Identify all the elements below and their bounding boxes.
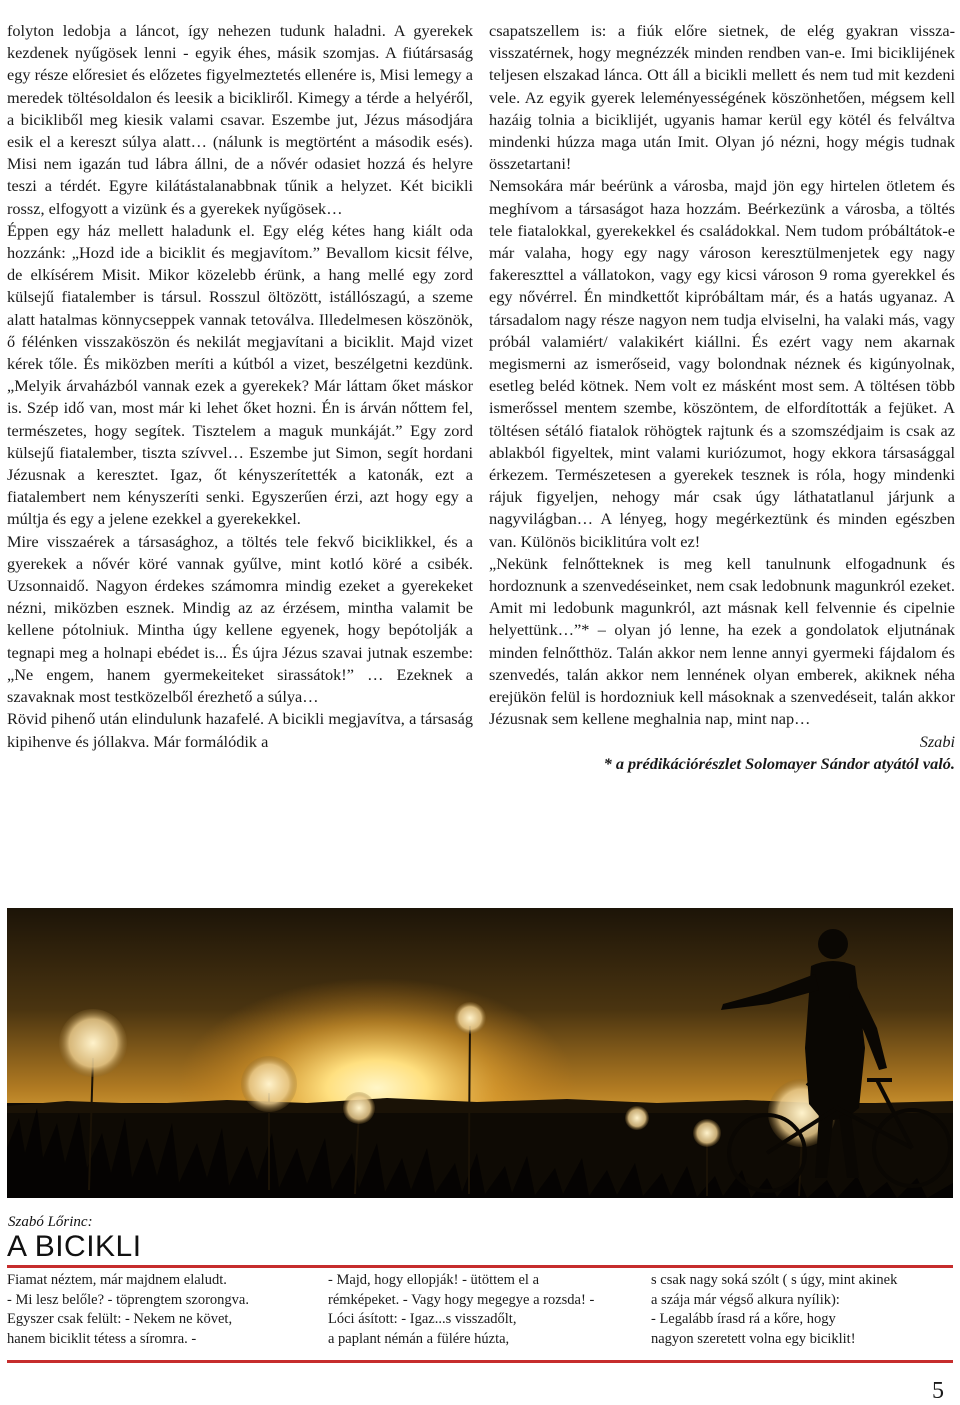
poem-line: nagyon szeretett volna egy biciklit! <box>651 1330 856 1347</box>
poem-author: Szabó Lőrinc: <box>8 1214 93 1230</box>
page-number: 5 <box>932 1378 944 1404</box>
poem-top-rule <box>7 1265 953 1268</box>
article-paragraph: Éppen egy ház mellett haladunk el. Egy elég kétes hang kiált oda hozzánk: „Hozd ide a biciklit és megjavítom.” Bevallom kicsit félve, de elkísérem Misit. Mikor közelebb érünk, a hang mellé egy zord külsejű fiatalember is társul. Rosszul öltözött, istállószagú, a szeme alatt hatalmas könnycseppek vannak tetoválva. Illedelmesen köszönök, ő félénken visszaköszön és nekilát megjavítani a biciklit. Majd vizet kérek tőle. És miközben meríti a kútból a vizet, beszélgetni kezdünk. „Melyik árvaházból vannak ezek a gyerekek? Már láttam őket máskor is. Szép idő van, most már ki lehet őket hozni. Én is árván nőttem fel, természetes, hogy segítek. Tisztelem a maguk munkáját.” Egy zord külsejű fiatalember, tiszta szívvel… Eszembe jut Simon, segít hordani Jézusnak a keresztet. Igaz, őt kényszerítették a katonák, ezt a fiatalembert nem kényszeríti senki. Egyszerűen érzi, azt hogy egy a múltja és egy a jelene ezekkel a gyerekekkel. <box>7 220 473 529</box>
poem-line: - Legalább írasd rá a kőre, hogy <box>651 1311 836 1327</box>
article-footnote: * a prédikációrészlet Solomayer Sándor atyától való. <box>603 753 955 773</box>
poem-stanza <box>328 1271 594 1349</box>
sunset-dandelion-photo <box>7 908 953 1198</box>
poem-line: s csak nagy soká szólt ( s úgy, mint akinek <box>651 1272 898 1288</box>
article-paragraph: folyton ledobja a láncot, így nehezen tudunk haladni. A gyerekek kezdenek nyűgösek lenni - egyik éhes, másik szomjas. A fiútársaság egy része előresiet és előzetes figyelmeztetés ellenére is, Misi lemegy a meredek töltésoldalon és leesik a bicikliről. Kimegy a térde a helyéről, a bicikliből meg kiesik valami csavar. Eszembe jut, Jézus másodjára esik el a kereszt súlya alatt… (nálunk is megtörtént a második esés). Misi nem igazán tud lábra állni, de a nővér odasiet hozzá és helyre teszi a térdét. Egyre kilátástalanabbnak tűnik a helyzet. Két bicikli rossz, elfogyott a vizünk és a gyerekek nyűgösek… <box>7 21 473 218</box>
poem-line: - Majd, hogy ellopják! - ütöttem el a <box>328 1272 540 1288</box>
poem-stanza <box>7 1271 249 1349</box>
poem-line: - Mi lesz belőle? - töprengtem szorongva. <box>7 1291 249 1308</box>
poem-title: A BICIKLI <box>7 1230 142 1263</box>
poem-stanza <box>651 1271 897 1349</box>
article-column-right <box>489 20 955 775</box>
article-paragraph: „Nekünk felnőtteknek is meg kell tanulnunk elfogadnunk és hordoznunk a szenvedéseinket, nem csak ledobnunk magunkról ezeket. Amit mi ledobunk magunkról, azt másnak kell felvennie és cipelnie helyettünk…”* – olyan jó lenne, ha ezek a gondolatok eljutnának minden felnőtthöz. Talán akkor nem lenne annyi gyermeki fájdalom és szenvedés, talán akkor nem lennének olyan emberek, akiknek néha erejükön felül is hordozniuk kell másoknak a szenvedéseit, talán akkor Jézusnak sem kellene meghalnia nap, mint nap… <box>489 553 955 729</box>
article-paragraph: csapatszellem is: a fiúk előre sietnek, de elég gyakran vissza-visszatérnek, hogy megnézzék minden rendben van-e. Imi biciklijének teljesen elszakad lánca. Ott áll a bicikli mellett és nem tud mit kezdeni vele. Az egyik gyerek leleményességének köszönhetően, mégsem kell hazáig tolnia a biciklijét, ugyanis hamar kerül egy kötél és felváltva mindenki húzza maga után Imit. Olyan jó nézni, hogy mégis tudnak összetartani! <box>489 21 955 174</box>
article-column-left <box>7 20 473 753</box>
poem-line: Fiamat néztem, már majdnem elaludt. <box>7 1272 227 1288</box>
article-signature: Szabi <box>919 731 955 751</box>
poem-line: Lóci ásított: - Igaz...s visszadőlt, <box>328 1311 517 1327</box>
poem-line: hanem biciklit tétess a síromra. - <box>7 1330 197 1347</box>
article-paragraph: Rövid pihenő után elindulunk hazafelé. A bicikli megjavítva, a társaság kipihenve és jóllakva. Már formálódik a <box>7 709 473 751</box>
poem-bottom-rule <box>7 1360 953 1363</box>
article-paragraph: Mire visszaérek a társasághoz, a töltés tele fekvő biciklikkel, és a gyerekek a nővér köré vannak gyűlve, mint kotló köré a csibék. Uzsonnaidő. Nagyon érdekes számomra mindig ezeket a gyerekeket nézni, miközben esznek. Mindig az az érzésem, mintha valamit be kellene pótolniuk. Mintha úgy kellene egyenek, hogy bepótolják a tegnapi meg a holnapi ebédet is... És újra Jézus szavai jutnak eszembe: „Ne engem, hanem gyermekeiteket sirassátok!” … Ezeknek a szavaknak most testközelből érezhető a súlya… <box>7 531 473 707</box>
poem-line: rémképeket. - Vagy hogy megegye a rozsda! - <box>328 1291 595 1308</box>
poem-line: Egyszer csak felült: - Nekem ne követ, <box>7 1311 233 1327</box>
article-paragraph: Nemsokára már beérünk a városba, majd jön egy hirtelen ötletem és meghívom a társaságot haza hozzám. Beérkezünk a városba, a töltés tele fiatalokkal, gyerekekkel és családokkal. Nem tudom próbáltátok-e már valaha, hogy egy nagy városon keresztülmenjetek egy nagy fakereszttel a vállatokon, vagy egy kicsi városon 9 roma gyerekkel és egy nővérrel. Én mindkettőt kipróbáltam már, és a hatás ugyanaz. A társadalom nagy része nagyon nem tudja elviselni, ha valaki más, vagy próbál valamiért/ valakikért kiállni. És ezért vagy nem akarnak megismerni az ismerőseid, vagy bolondnak néznek és kigúnyolnak, esetleg beléd kötnek. Nem volt ez másként most sem. A töltésen több ismerőssel mentem szembe, köszöntem, de elfordították a fejüket. A töltésen sétáló fiatalok röhögtek rajtunk és a szomszédjaim is csak az ablakból figyeltek, mint valami kuriózumot, hogy ekkora társasággal érkezem. Természetesen a gyerekek tesznek is róla, hogy mindenki rájuk figyeljen, nehogy már csak úgy láthatatlanul járjunk a nagyvilágban… A lényeg, hogy megérkeztünk és minden egészben van. Különös biciklitúra volt ez! <box>489 176 955 551</box>
poem-line: a szája már végső alkura nyílik): <box>651 1291 840 1308</box>
poem-line: a paplant némán a fülére húzta, <box>328 1330 510 1347</box>
